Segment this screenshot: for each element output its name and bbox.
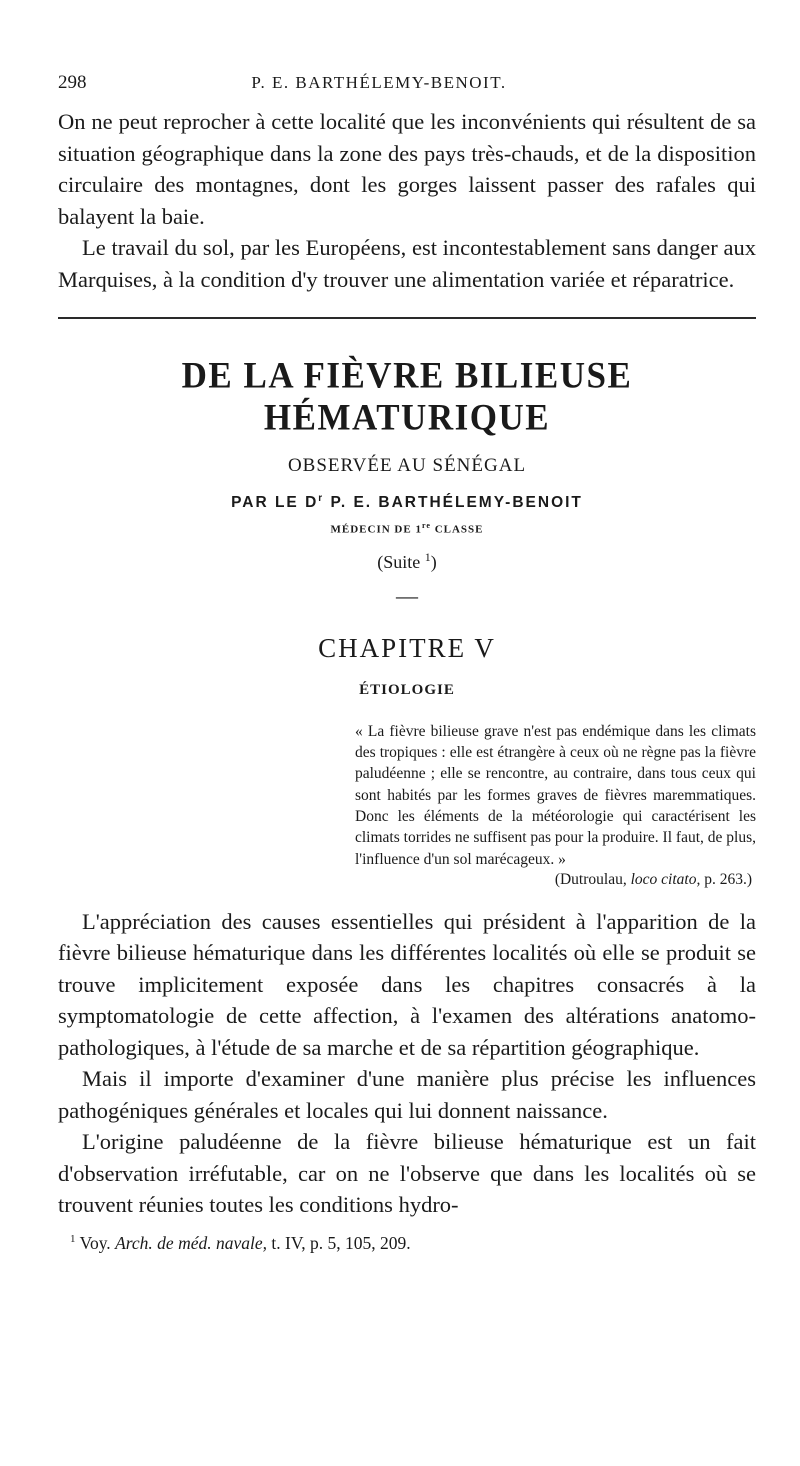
rank-suffix: CLASSE [430, 523, 484, 536]
epigraph-citation [343, 870, 756, 890]
article-title: DE LA FIÈVRE BILIEUSE HÉMATURIQUE [181, 355, 633, 438]
section-rule [58, 317, 756, 319]
footnote-ref: 1 [424, 549, 431, 564]
epigraph [343, 721, 756, 890]
paragraph: L'appréciation des causes essentielles qui président à l'apparition de la fièvre bilieuse hématurique dans les différentes localités où elle se produit se trouve implicitement exposée dans les chapitres consacrés à la symptomatologie de cette affection, à l'examen des altérations anatomo-pathologiques, à l'étude de sa marche et de sa répartition géographique. [58, 908, 756, 1060]
page-number: 298 [58, 72, 87, 93]
suite-label: (Suite [377, 551, 425, 572]
article-subtitle: OBSERVÉE AU SÉNÉGAL [287, 455, 527, 476]
page [58, 72, 756, 1254]
separator-dash: — [396, 582, 418, 608]
paragraph: Le travail du sol, par les Européens, est incontestablement sans danger aux Marquises, à la condition d'y trouver une alimentation variée et réparatrice. [58, 235, 756, 292]
author-line [58, 493, 756, 512]
paragraph: On ne peut reprocher à cette localité que les inconvénients qui résultent de sa situation géographique dans la zone des pays très-chauds, et de la disposition circulaire des montagnes, dont les gorges laissent passer des rafales qui balayent la baie. [58, 109, 756, 229]
epigraph-text: « La fièvre bilieuse grave n'est pas endémique dans les climats des tropiques : elle est étrangère à ceux où ne règne pas la fièvre paludéenne ; elle se rencontre, au contraire, dans tous ceux qui sont habités par les formes graves de fièvres maremmatiques. Donc les éléments de la météorologie qui caractérisent les climats torrides ne suffisent pas pour la produire. Il faut, de plus, l'influence d'un sol marécageux. » [355, 722, 756, 868]
suite-close: ) [430, 551, 437, 572]
author-rank [58, 521, 756, 536]
author-sup: r [318, 493, 325, 504]
cite-page: p. 263.) [704, 870, 752, 888]
cite-author: (Dutroulau, [554, 870, 627, 888]
suite-note [58, 550, 756, 573]
footnote-marker: 1 [70, 1233, 76, 1246]
continuation-text [58, 106, 756, 295]
paragraph: L'origine paludéenne de la fièvre bilieuse hématurique est un fait d'observation irréfutable, car on ne l'observe que dans les localités où se trouvent réunies toutes les conditions hydro- [58, 1129, 756, 1218]
cite-work: loco citato, [630, 870, 701, 888]
author-name: P. E. BARTHÉLEMY-BENOIT [324, 494, 583, 512]
author-prefix: PAR LE D [231, 494, 319, 512]
chapter-title: CHAPITRE V [318, 632, 496, 663]
running-head [58, 72, 756, 106]
running-title: P. E. BARTHÉLEMY-BENOIT. [251, 73, 507, 92]
section-title: ÉTIOLOGIE [359, 681, 455, 698]
footnote-prefix: Voy. [79, 1232, 116, 1253]
paragraph: Mais il importe d'examiner d'une manière plus précise les influences pathogéniques générales et locales qui lui donnent naissance. [58, 1066, 756, 1123]
footnote-journal: Arch. de méd. navale, [115, 1232, 267, 1253]
rank-prefix: MÉDECIN DE 1 [330, 523, 422, 536]
footnote-ref-text: t. IV, p. 5, 105, 209. [267, 1232, 411, 1253]
main-text [58, 906, 756, 1221]
rank-sup: re [421, 521, 431, 531]
footnote [58, 1233, 756, 1254]
